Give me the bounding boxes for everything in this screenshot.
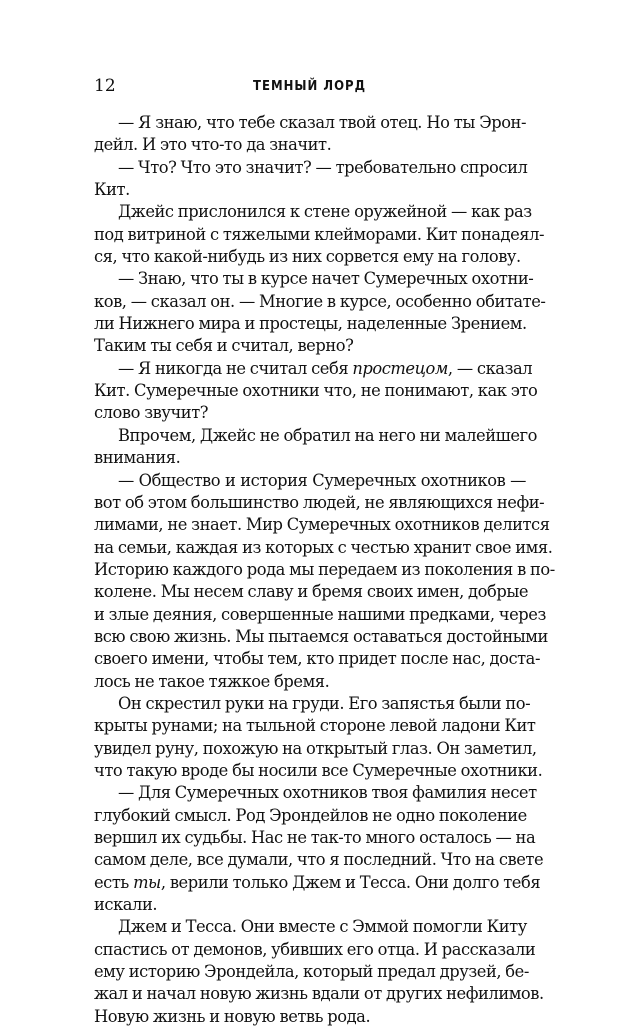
text-run: колене. Мы несем славу и бремя своих имен, добрые <box>94 582 529 602</box>
text-run: глубокий смысл. Род Эрондейлов не одно поколение <box>94 805 527 825</box>
text-run: ли Нижнего мира и простецы, наделенные Зрением. <box>94 314 527 334</box>
text-run: , верили только Джем и Тесса. Они долго тебя <box>160 872 541 892</box>
text-line <box>94 827 536 849</box>
text-run: лось не такое тяжкое бремя. <box>94 671 330 691</box>
text-line <box>94 872 541 894</box>
text-line <box>94 380 538 402</box>
italic-word: простецом <box>352 358 448 378</box>
text-run: искали. <box>94 895 158 915</box>
text-run: — Общество и история Сумеречных охотников — <box>118 470 526 490</box>
text-line <box>94 961 529 983</box>
text-run: Он скрестил руки на груди. Его запястья были по- <box>118 693 531 713</box>
text-run: жал и начал новую жизнь вдали от других нефилимов. <box>94 984 544 1004</box>
text-line <box>94 112 526 134</box>
text-run: Впрочем, Джейс не обратил на него ни малейшего <box>118 425 537 445</box>
text-run: лимами, не знает. Мир Сумеречных охотников делится <box>94 515 550 535</box>
text-line <box>94 358 533 380</box>
text-line <box>94 693 531 715</box>
text-line <box>94 447 526 469</box>
text-line <box>94 157 526 179</box>
text-line <box>94 805 526 827</box>
text-line <box>94 425 537 447</box>
text-run: своего имени, чтобы тем, кто придет после нас, доста- <box>94 649 540 669</box>
text-run: крыты рунами; на тыльной стороне левой ладони Кит <box>94 716 536 736</box>
text-run: Таким ты себя и считал, верно? <box>94 336 354 356</box>
text-run: вот об этом большинство людей, не являющихся нефи- <box>94 492 545 512</box>
text-line <box>94 335 526 357</box>
text-run: ся, что какой-нибудь из них сорвется ему на голову. <box>94 247 521 267</box>
text-run: Джейс прислонился к стене оружейной — как раз <box>118 202 532 222</box>
text-line <box>94 626 548 648</box>
text-line <box>94 268 534 290</box>
text-line <box>94 470 526 492</box>
text-run: ков, — сказал он. — Многие в курсе, особенно обитате- <box>94 291 546 311</box>
text-run: — Я никогда не считал себя <box>118 358 353 378</box>
page-number: 12 <box>94 76 116 96</box>
text-run: — Знаю, что ты в курсе начет Сумеречных охотни- <box>118 269 534 289</box>
text-line <box>94 581 529 603</box>
text-line <box>94 402 526 424</box>
text-line <box>94 313 526 335</box>
text-line <box>94 715 536 737</box>
text-line <box>94 983 544 1005</box>
text-line <box>94 604 546 626</box>
text-run: что такую вроде бы носили все Сумеречные охотники. <box>94 760 543 780</box>
text-run: внимания. <box>94 448 181 468</box>
text-run: ему историю Эрондейла, который предал друзей, бе- <box>94 962 529 982</box>
text-run: есть <box>94 872 134 892</box>
text-run: , — сказал <box>447 358 533 378</box>
text-line <box>94 648 540 670</box>
text-run: — Для Сумеречных охотников твоя фамилия несет <box>118 783 537 803</box>
text-line <box>94 514 550 536</box>
text-line <box>94 849 544 871</box>
text-line <box>94 224 545 246</box>
text-run: самом деле, все думали, что я последний. Что на свете <box>94 850 544 870</box>
text-line <box>94 1006 526 1028</box>
text-run: — Что? Что это значит? — требовательно спросил <box>118 157 528 177</box>
text-run: Кит. <box>94 180 130 200</box>
body-text <box>94 112 555 1028</box>
text-run: увидел руну, похожую на открытый глаз. Он заметил, <box>94 738 537 758</box>
text-run: вершил их судьбы. Нас не так-то много осталось — на <box>94 828 536 847</box>
text-line <box>94 134 526 156</box>
italic-word: ты <box>133 872 161 892</box>
text-run: спастись от демонов, убивших его отца. И рассказали <box>94 939 536 959</box>
text-run: на семьи, каждая из которых с честью хранит свое имя. <box>94 537 553 557</box>
text-line <box>94 179 526 201</box>
text-line <box>94 939 536 961</box>
text-line <box>94 894 526 916</box>
text-run: слово звучит? <box>94 403 209 423</box>
text-run: дейл. И это что-то да значит. <box>94 135 332 155</box>
text-run: Новую жизнь и новую ветвь рода. <box>94 1006 371 1026</box>
text-line <box>94 492 545 514</box>
text-line <box>94 559 555 581</box>
text-run: Джем и Тесса. Они вместе с Эммой помогли Киту <box>118 917 527 937</box>
text-line <box>94 671 526 693</box>
text-run: — Я знаю, что тебе сказал твой отец. Но ты Эрон- <box>118 113 526 132</box>
text-line <box>94 782 537 804</box>
text-run: под витриной с тяжелыми клейморами. Кит понадеял- <box>94 224 545 244</box>
running-title: ТЕМНЫЙ ЛОРД <box>252 79 366 94</box>
text-line <box>94 201 532 223</box>
text-line <box>94 537 553 559</box>
text-line <box>94 738 537 760</box>
text-line <box>94 246 526 268</box>
text-run: Кит. Сумеречные охотники что, не понимают, как это <box>94 381 538 401</box>
text-run: всю свою жизнь. Мы пытаемся оставаться достойными <box>94 626 548 646</box>
text-line <box>94 291 546 313</box>
text-run: Историю каждого рода мы передаем из поколения в по- <box>94 559 555 579</box>
text-line <box>94 760 543 782</box>
text-line <box>94 916 526 938</box>
text-run: и злые деяния, совершенные нашими предками, через <box>94 604 546 624</box>
